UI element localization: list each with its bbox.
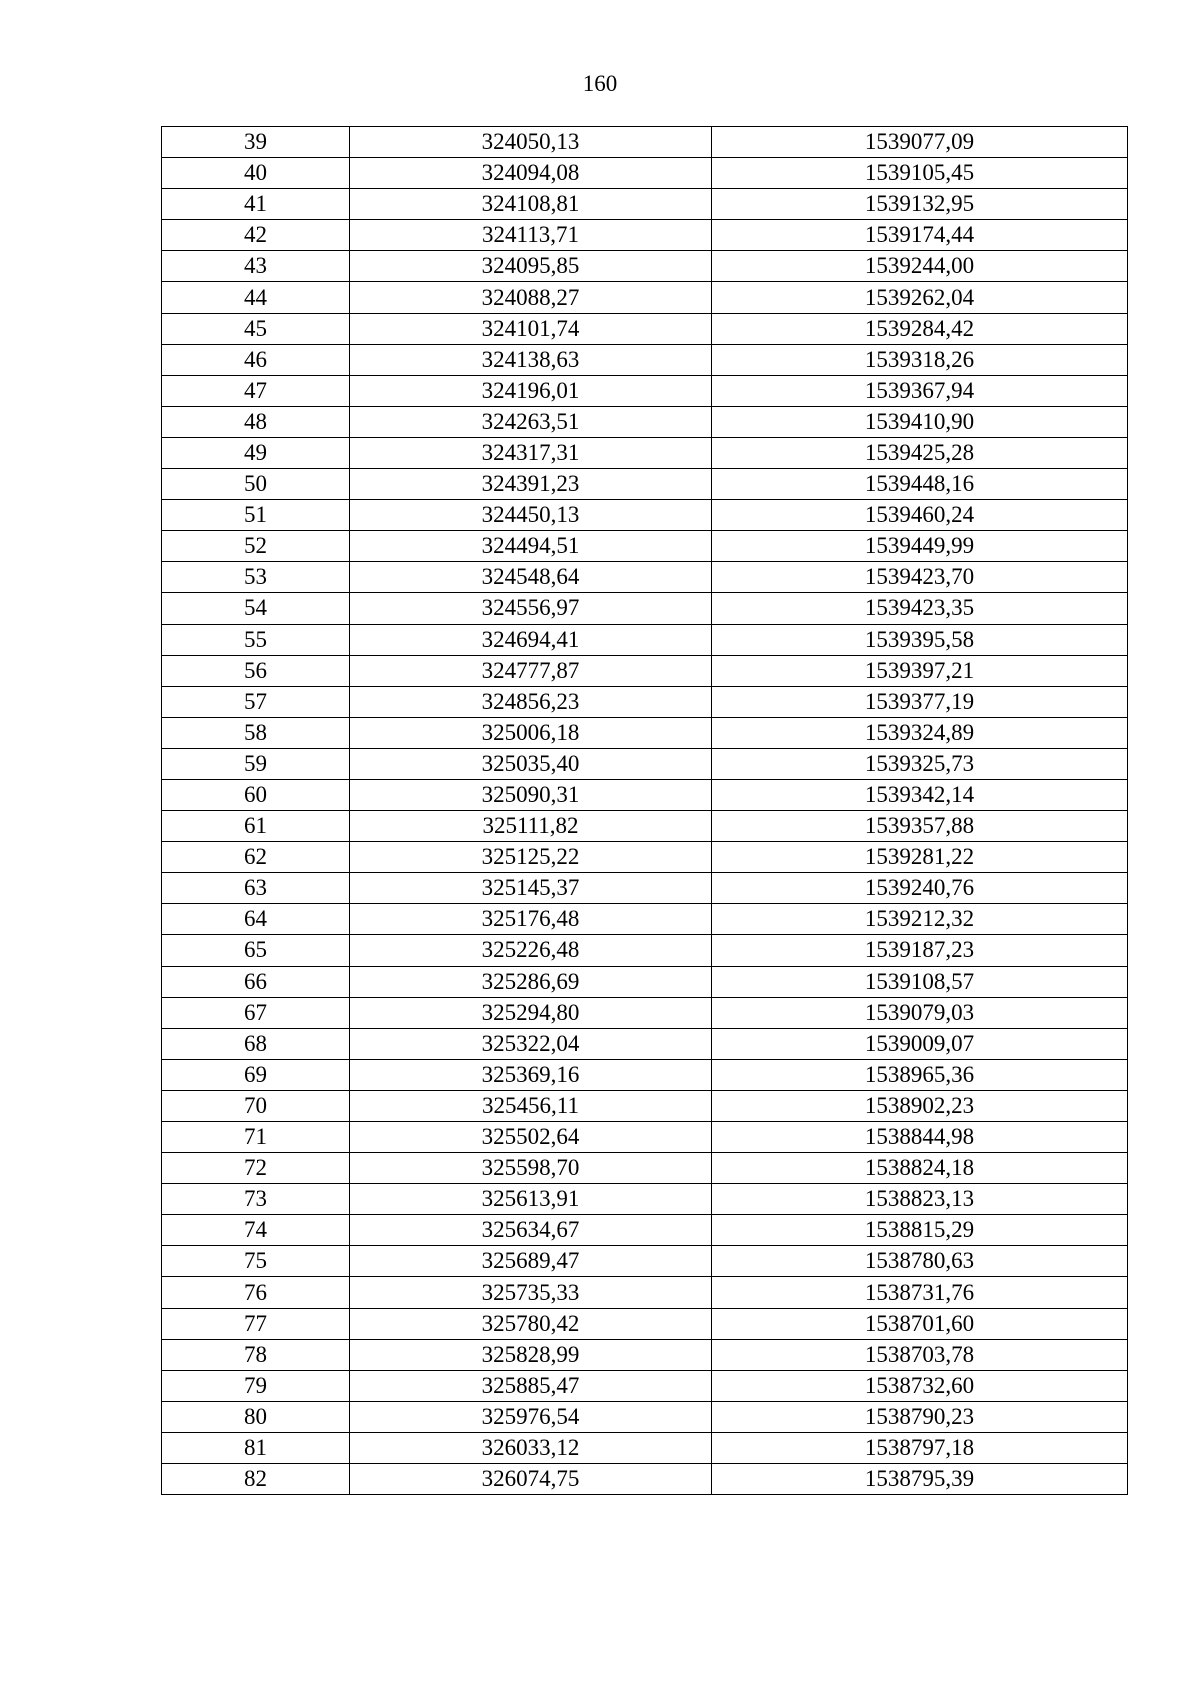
- point-number-cell: 65: [162, 935, 350, 966]
- table-row: [162, 282, 1128, 313]
- table-row: [162, 1184, 1128, 1215]
- point-number-cell: 70: [162, 1090, 350, 1121]
- point-number-cell: 56: [162, 655, 350, 686]
- x-coordinate-cell: 325885,47: [350, 1370, 712, 1401]
- point-number-cell: 60: [162, 779, 350, 810]
- table-row: [162, 904, 1128, 935]
- x-coordinate-cell: 325035,40: [350, 748, 712, 779]
- x-coordinate-cell: 325976,54: [350, 1401, 712, 1432]
- x-coordinate-cell: 325828,99: [350, 1339, 712, 1370]
- point-number-cell: 71: [162, 1122, 350, 1153]
- y-coordinate-cell: 1539377,19: [712, 686, 1128, 717]
- table-row: [162, 1464, 1128, 1495]
- point-number-cell: 68: [162, 1028, 350, 1059]
- table-row: [162, 1246, 1128, 1277]
- y-coordinate-cell: 1538815,29: [712, 1215, 1128, 1246]
- y-coordinate-cell: 1539324,89: [712, 717, 1128, 748]
- point-number-cell: 73: [162, 1184, 350, 1215]
- point-number-cell: 45: [162, 313, 350, 344]
- y-coordinate-cell: 1539342,14: [712, 779, 1128, 810]
- point-number-cell: 54: [162, 593, 350, 624]
- point-number-cell: 47: [162, 375, 350, 406]
- table-row: [162, 469, 1128, 500]
- point-number-cell: 44: [162, 282, 350, 313]
- table-row: [162, 686, 1128, 717]
- table-row: [162, 624, 1128, 655]
- table-row: [162, 437, 1128, 468]
- x-coordinate-cell: 324050,13: [350, 127, 712, 158]
- x-coordinate-cell: 325090,31: [350, 779, 712, 810]
- point-number-cell: 41: [162, 189, 350, 220]
- point-number-cell: 43: [162, 251, 350, 282]
- x-coordinate-cell: 324095,85: [350, 251, 712, 282]
- x-coordinate-cell: 325176,48: [350, 904, 712, 935]
- point-number-cell: 77: [162, 1308, 350, 1339]
- x-coordinate-cell: 325226,48: [350, 935, 712, 966]
- point-number-cell: 57: [162, 686, 350, 717]
- table-row: [162, 1339, 1128, 1370]
- table-row: [162, 313, 1128, 344]
- x-coordinate-cell: 325689,47: [350, 1246, 712, 1277]
- table-row: [162, 1028, 1128, 1059]
- table-row: [162, 655, 1128, 686]
- y-coordinate-cell: 1538795,39: [712, 1464, 1128, 1495]
- point-number-cell: 79: [162, 1370, 350, 1401]
- point-number-cell: 76: [162, 1277, 350, 1308]
- x-coordinate-cell: 324777,87: [350, 655, 712, 686]
- point-number-cell: 53: [162, 562, 350, 593]
- y-coordinate-cell: 1538844,98: [712, 1122, 1128, 1153]
- x-coordinate-cell: 324263,51: [350, 406, 712, 437]
- table-row: [162, 158, 1128, 189]
- x-coordinate-cell: 324391,23: [350, 469, 712, 500]
- x-coordinate-cell: 324694,41: [350, 624, 712, 655]
- table-row: [162, 873, 1128, 904]
- y-coordinate-cell: 1539281,22: [712, 842, 1128, 873]
- y-coordinate-cell: 1539108,57: [712, 966, 1128, 997]
- y-coordinate-cell: 1538797,18: [712, 1432, 1128, 1463]
- x-coordinate-cell: 325145,37: [350, 873, 712, 904]
- y-coordinate-cell: 1539423,35: [712, 593, 1128, 624]
- x-coordinate-cell: 326033,12: [350, 1432, 712, 1463]
- y-coordinate-cell: 1539240,76: [712, 873, 1128, 904]
- table-row: [162, 531, 1128, 562]
- table-row: [162, 1090, 1128, 1121]
- y-coordinate-cell: 1538732,60: [712, 1370, 1128, 1401]
- x-coordinate-cell: 324088,27: [350, 282, 712, 313]
- table-row: [162, 1059, 1128, 1090]
- y-coordinate-cell: 1538902,23: [712, 1090, 1128, 1121]
- point-number-cell: 75: [162, 1246, 350, 1277]
- y-coordinate-cell: 1539174,44: [712, 220, 1128, 251]
- x-coordinate-cell: 324556,97: [350, 593, 712, 624]
- table-row: [162, 220, 1128, 251]
- x-coordinate-cell: 324317,31: [350, 437, 712, 468]
- table-row: [162, 997, 1128, 1028]
- y-coordinate-cell: 1539397,21: [712, 655, 1128, 686]
- table-row: [162, 1215, 1128, 1246]
- y-coordinate-cell: 1539449,99: [712, 531, 1128, 562]
- y-coordinate-cell: 1539325,73: [712, 748, 1128, 779]
- table-row: [162, 562, 1128, 593]
- table-row: [162, 1308, 1128, 1339]
- point-number-cell: 72: [162, 1153, 350, 1184]
- table-row: [162, 1401, 1128, 1432]
- point-number-cell: 40: [162, 158, 350, 189]
- table-row: [162, 842, 1128, 873]
- y-coordinate-cell: 1539448,16: [712, 469, 1128, 500]
- y-coordinate-cell: 1539187,23: [712, 935, 1128, 966]
- point-number-cell: 58: [162, 717, 350, 748]
- table-row: [162, 406, 1128, 437]
- table-row: [162, 1370, 1128, 1401]
- coordinates-table-body: [162, 127, 1128, 1495]
- table-row: [162, 748, 1128, 779]
- x-coordinate-cell: 324494,51: [350, 531, 712, 562]
- point-number-cell: 81: [162, 1432, 350, 1463]
- point-number-cell: 51: [162, 500, 350, 531]
- y-coordinate-cell: 1539079,03: [712, 997, 1128, 1028]
- table-row: [162, 127, 1128, 158]
- x-coordinate-cell: 325502,64: [350, 1122, 712, 1153]
- table-row: [162, 189, 1128, 220]
- table-row: [162, 1153, 1128, 1184]
- y-coordinate-cell: 1538701,60: [712, 1308, 1128, 1339]
- y-coordinate-cell: 1539077,09: [712, 127, 1128, 158]
- point-number-cell: 48: [162, 406, 350, 437]
- table-row: [162, 779, 1128, 810]
- point-number-cell: 46: [162, 344, 350, 375]
- y-coordinate-cell: 1539425,28: [712, 437, 1128, 468]
- point-number-cell: 49: [162, 437, 350, 468]
- table-row: [162, 1122, 1128, 1153]
- point-number-cell: 64: [162, 904, 350, 935]
- table-row: [162, 251, 1128, 282]
- table-row: [162, 593, 1128, 624]
- y-coordinate-cell: 1539262,04: [712, 282, 1128, 313]
- x-coordinate-cell: 325369,16: [350, 1059, 712, 1090]
- y-coordinate-cell: 1539105,45: [712, 158, 1128, 189]
- y-coordinate-cell: 1539212,32: [712, 904, 1128, 935]
- point-number-cell: 80: [162, 1401, 350, 1432]
- table-row: [162, 1277, 1128, 1308]
- point-number-cell: 55: [162, 624, 350, 655]
- y-coordinate-cell: 1539410,90: [712, 406, 1128, 437]
- table-row: [162, 1432, 1128, 1463]
- y-coordinate-cell: 1539244,00: [712, 251, 1128, 282]
- y-coordinate-cell: 1539357,88: [712, 811, 1128, 842]
- y-coordinate-cell: 1539284,42: [712, 313, 1128, 344]
- y-coordinate-cell: 1539460,24: [712, 500, 1128, 531]
- point-number-cell: 62: [162, 842, 350, 873]
- y-coordinate-cell: 1538965,36: [712, 1059, 1128, 1090]
- y-coordinate-cell: 1538780,63: [712, 1246, 1128, 1277]
- y-coordinate-cell: 1538824,18: [712, 1153, 1128, 1184]
- table-row: [162, 717, 1128, 748]
- y-coordinate-cell: 1538823,13: [712, 1184, 1128, 1215]
- point-number-cell: 63: [162, 873, 350, 904]
- x-coordinate-cell: 326074,75: [350, 1464, 712, 1495]
- x-coordinate-cell: 325780,42: [350, 1308, 712, 1339]
- y-coordinate-cell: 1538703,78: [712, 1339, 1128, 1370]
- point-number-cell: 59: [162, 748, 350, 779]
- y-coordinate-cell: 1539395,58: [712, 624, 1128, 655]
- point-number-cell: 52: [162, 531, 350, 562]
- x-coordinate-cell: 325634,67: [350, 1215, 712, 1246]
- x-coordinate-cell: 324108,81: [350, 189, 712, 220]
- point-number-cell: 42: [162, 220, 350, 251]
- table-row: [162, 966, 1128, 997]
- x-coordinate-cell: 325613,91: [350, 1184, 712, 1215]
- y-coordinate-cell: 1538731,76: [712, 1277, 1128, 1308]
- y-coordinate-cell: 1538790,23: [712, 1401, 1128, 1432]
- y-coordinate-cell: 1539423,70: [712, 562, 1128, 593]
- y-coordinate-cell: 1539367,94: [712, 375, 1128, 406]
- point-number-cell: 39: [162, 127, 350, 158]
- table-row: [162, 500, 1128, 531]
- x-coordinate-cell: 324101,74: [350, 313, 712, 344]
- x-coordinate-cell: 325294,80: [350, 997, 712, 1028]
- point-number-cell: 69: [162, 1059, 350, 1090]
- x-coordinate-cell: 324138,63: [350, 344, 712, 375]
- x-coordinate-cell: 325006,18: [350, 717, 712, 748]
- table-row: [162, 375, 1128, 406]
- table-row: [162, 935, 1128, 966]
- table-row: [162, 811, 1128, 842]
- table-row: [162, 344, 1128, 375]
- x-coordinate-cell: 324113,71: [350, 220, 712, 251]
- x-coordinate-cell: 324196,01: [350, 375, 712, 406]
- x-coordinate-cell: 324094,08: [350, 158, 712, 189]
- x-coordinate-cell: 325735,33: [350, 1277, 712, 1308]
- point-number-cell: 66: [162, 966, 350, 997]
- x-coordinate-cell: 324450,13: [350, 500, 712, 531]
- x-coordinate-cell: 325322,04: [350, 1028, 712, 1059]
- point-number-cell: 61: [162, 811, 350, 842]
- page-number: 160: [582, 71, 618, 96]
- point-number-cell: 67: [162, 997, 350, 1028]
- point-number-cell: 78: [162, 1339, 350, 1370]
- x-coordinate-cell: 325111,82: [350, 811, 712, 842]
- x-coordinate-cell: 325456,11: [350, 1090, 712, 1121]
- coordinates-table: [161, 126, 1128, 1495]
- x-coordinate-cell: 324548,64: [350, 562, 712, 593]
- point-number-cell: 74: [162, 1215, 350, 1246]
- y-coordinate-cell: 1539132,95: [712, 189, 1128, 220]
- x-coordinate-cell: 324856,23: [350, 686, 712, 717]
- point-number-cell: 82: [162, 1464, 350, 1495]
- x-coordinate-cell: 325286,69: [350, 966, 712, 997]
- y-coordinate-cell: 1539009,07: [712, 1028, 1128, 1059]
- point-number-cell: 50: [162, 469, 350, 500]
- x-coordinate-cell: 325125,22: [350, 842, 712, 873]
- y-coordinate-cell: 1539318,26: [712, 344, 1128, 375]
- x-coordinate-cell: 325598,70: [350, 1153, 712, 1184]
